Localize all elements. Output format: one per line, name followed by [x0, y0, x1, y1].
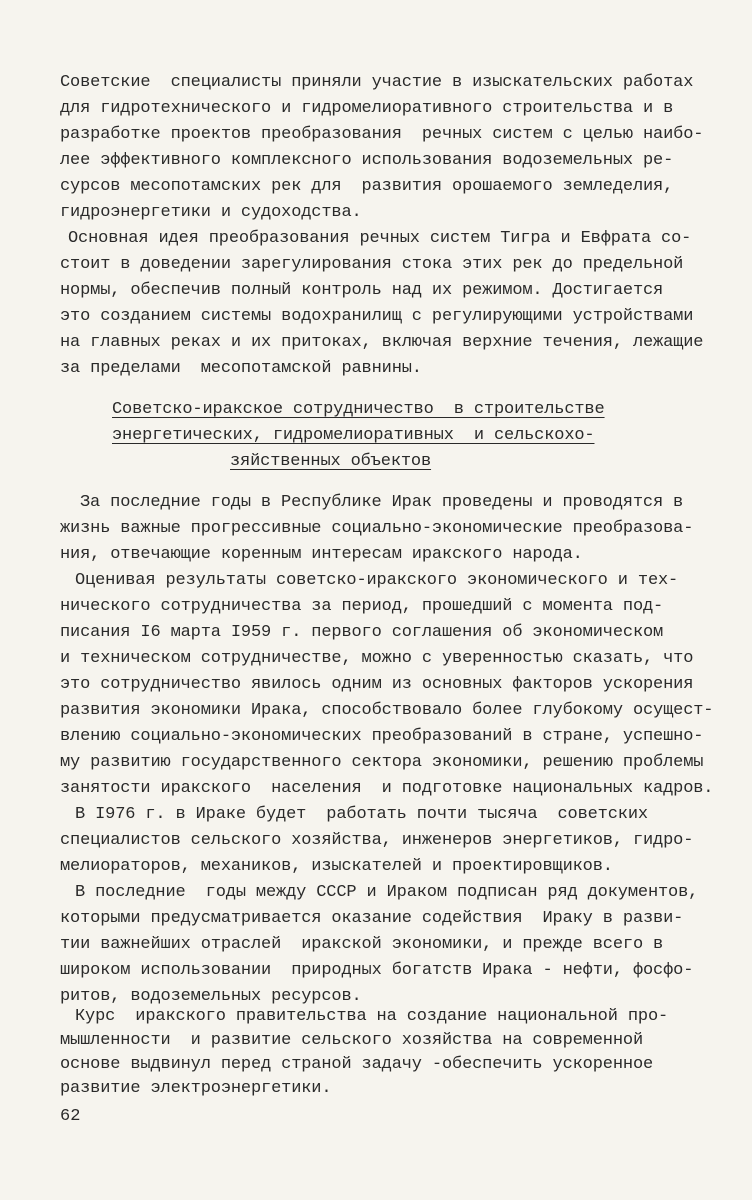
text-line: мышленности и развитие сельского хозяйства на современной	[60, 1031, 643, 1050]
text-line: Основная идея преобразования речных систем Тигра и Евфрата со-	[68, 229, 692, 248]
text-line: занятости иракского населения и подготовке национальных кадров.	[60, 779, 714, 798]
text-line: ритов, водоземельных ресурсов.	[60, 987, 362, 1006]
text-line: специалистов сельского хозяйства, инженеров энергетиков, гидро-	[60, 831, 694, 850]
text-line: развития экономики Ирака, способствовало более глубокому осущест-	[60, 701, 714, 720]
text-line: нормы, обеспечив полный контроль над их режимом. Достигается	[60, 281, 664, 300]
text-line: основе выдвинул перед страной задачу -обеспечить ускоренное	[60, 1055, 654, 1074]
text-line: и техническом сотрудничестве, можно с уверенностью сказать, что	[60, 649, 694, 668]
text-line: тии важнейших отраслей иракской экономики, и прежде всего в	[60, 935, 664, 954]
text-line: жизнь важные прогрессивные социально-экономические преобразова-	[60, 519, 694, 538]
text-line: на главных реках и их притоках, включая верхние течения, лежащие	[60, 333, 704, 352]
text-line: нического сотрудничества за период, прошедший с момента под-	[60, 597, 664, 616]
text-line: Советские специалисты приняли участие в изыскательских работах	[60, 73, 694, 92]
text-line: мелиораторов, механиков, изыскателей и проектировщиков.	[60, 857, 613, 876]
heading-line: Советско-иракское сотрудничество в строительстве	[112, 400, 605, 419]
text-line: му развитию государственного сектора экономики, решению проблемы	[60, 753, 704, 772]
text-line: влению социально-экономических преобразований в стране, успешно-	[60, 727, 704, 746]
heading-line: зяйственных объектов	[230, 452, 432, 471]
text-line: гидроэнергетики и судоходства.	[60, 203, 362, 222]
text-line: В последние годы между СССР и Ираком подписан ряд документов,	[75, 883, 699, 902]
text-line: для гидротехнического и гидромелиоративного строительства и в	[60, 99, 674, 118]
text-line: широком использовании природных богатств Ирака - нефти, фосфо-	[60, 961, 694, 980]
text-line: это сотрудничество явилось одним из основных факторов ускорения	[60, 675, 694, 694]
text-line: за пределами месопотамской равнины.	[60, 359, 422, 378]
text-line: которыми предусматривается оказание содействия Ираку в разви-	[60, 909, 684, 928]
text-line: ния, отвечающие коренным интересам иракского народа.	[60, 545, 583, 564]
heading-line: энергетических, гидромелиоративных и сельскохо-	[112, 426, 595, 445]
text-line: Оценивая результаты советско-иракского экономического и тех-	[75, 571, 679, 590]
text-line: лее эффективного комплексного использования водоземельных ре-	[60, 151, 674, 170]
text-line: Курс иракского правительства на создание национальной про-	[75, 1007, 669, 1026]
text-line: В I976 г. в Ираке будет работать почти тысяча советских	[75, 805, 648, 824]
text-line: За последние годы в Республике Ирак проведены и проводятся в	[80, 493, 684, 512]
text-line: стоит в доведении зарегулирования стока этих рек до предельной	[60, 255, 684, 274]
text-line: писания I6 марта I959 г. первого соглашения об экономическом	[60, 623, 664, 642]
text-line: сурсов месопотамских рек для развития орошаемого земледелия,	[60, 177, 674, 196]
text-line: развитие электроэнергетики.	[60, 1079, 332, 1098]
page-number: 62	[60, 1107, 81, 1126]
text-line: это созданием системы водохранилищ с регулирующими устройствами	[60, 307, 694, 326]
text-line: разработке проектов преобразования речных систем с целью наибо-	[60, 125, 704, 144]
